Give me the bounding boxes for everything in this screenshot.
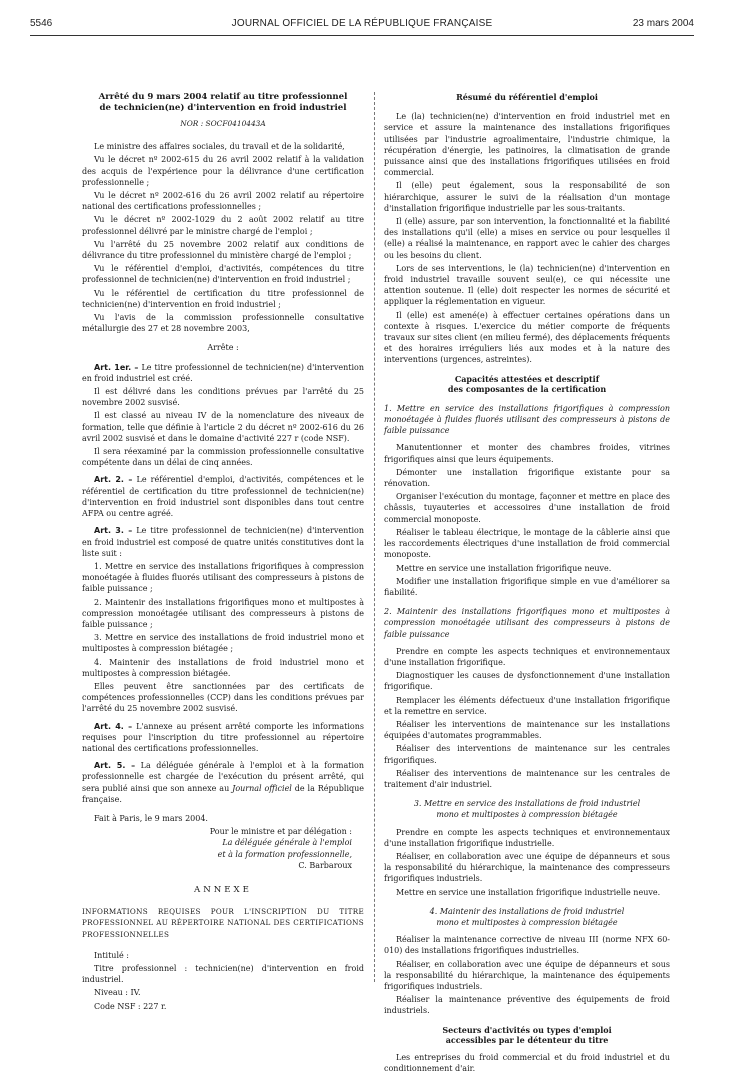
column-divider	[374, 92, 375, 982]
capacites-title	[384, 374, 670, 395]
page-number: 5546	[30, 18, 53, 29]
article-1	[82, 362, 364, 384]
component-2-para-2: Remplacer les éléments défectueux d'une installation frigorifique et la remettre en service.	[384, 695, 670, 716]
component-2-para-1: Diagnostiquer les causes de dysfonctionnement d'une installation frigorifique.	[384, 671, 670, 692]
component-4-title-line2: mono et multipostes à compression biétagée	[436, 917, 618, 927]
article-5	[82, 760, 364, 805]
resume-para-2: Il (elle) assure, par son intervention, la fonctionnalité et la fiabilité des installations qu'il (elle) a mises en service ou pour lesquelles il (elle) a réalisé la maintenance, en rapport avec le cahier des charges ou les besoins du client.	[384, 217, 670, 260]
component-2-para-0: Prendre en compte les aspects techniques et environnementaux d'une installation frigorifique.	[384, 646, 670, 667]
component-3-title	[384, 798, 670, 820]
article-5-text-after: de la République française.	[82, 783, 365, 804]
article-3-item-3: 4. Maintenir des installations de froid industriel mono et multipostes à compression biétagée.	[82, 657, 364, 678]
article-4-text: L'annexe au présent arrêté comporte les informations requises pour l'inscription du titre professionnel au répertoire national des certifications professionnelles.	[82, 721, 364, 753]
component-2-title: 2. Maintenir des installations frigorifiques mono et multipostes à compression monoétagée utilisant des compresseurs à pistons de faible puissance	[384, 607, 670, 639]
component-1-para-2: Organiser l'exécution du montage, façonner et mettre en place des châssis, tuyauteries et accessoires d'une installation de froid commercial monoposte.	[384, 492, 670, 524]
signature-line2	[82, 837, 364, 848]
article-3-label: Art. 3. –	[94, 526, 133, 536]
article-3-item-1: 2. Maintenir des installations frigorifiques mono et multipostes à compression monoétagée utilisant des compresseurs à pistons de faible puissance ;	[82, 597, 364, 629]
component-4-title-line1: 4. Maintenir des installations de froid industriel	[429, 906, 625, 916]
secteurs-title-line1: Secteurs d'activités ou types d'emploi	[442, 1024, 612, 1035]
component-2-para-4: Réaliser des interventions de maintenance sur les centrales frigorifiques.	[384, 744, 670, 765]
preamble-4: Vu l'arrêté du 25 novembre 2002 relatif aux conditions de délivrance du titre professionnel du ministère chargé de l'emploi ;	[82, 239, 364, 261]
resume-para-4: Il (elle) est amené(e) à effectuer certaines opérations dans un contexte à risques. L'exercice du métier comporte de fréquents travaux sur sites client (en milieu fermé), des déplacements fréquents et des horaires irréguliers liés aux modes et à la nature des interventions (urgences, astreintes).	[384, 310, 670, 365]
component-1-title: 1. Mettre en service des installations frigorifiques à compression monoétagée à fluides fluorés utilisant des compresseurs à pistons de faible puissance	[384, 403, 670, 436]
nor-reference: NOR : SOCF0410443A	[180, 119, 266, 128]
capacites-title-line1: Capacités attestées et descriptif	[454, 373, 600, 384]
article-3-after: Elles peuvent être sanctionnées par des certificats de compétences professionnelles (CCP) dans les conditions prévues par l'arrêté du 25 novembre 2002 susvisé.	[82, 681, 364, 714]
secteurs-title	[384, 1025, 670, 1046]
signature-line3	[82, 849, 364, 860]
article-1-label: Art. 1er. –	[94, 362, 139, 372]
component-1-para-5: Modifier une installation frigorifique simple en vue d'améliorer sa fiabilité.	[384, 576, 670, 597]
arrete-heading: Arrête :	[207, 343, 239, 353]
decree-title	[82, 92, 364, 114]
secteurs-title-line2: accessibles par le détenteur du titre	[445, 1035, 609, 1046]
article-3-item-2: 3. Mettre en service des installations de froid industriel mono et multipostes à compression biétagée ;	[82, 633, 364, 654]
resume-title: Résumé du référentiel d'emploi	[456, 92, 598, 102]
component-1-para-4: Mettre en service une installation frigorifique neuve.	[396, 563, 612, 573]
resume-para-0: Le (la) technicien(ne) d'intervention en froid industriel met en service et assure la maintenance des installations frigorifiques utilisées par l'industrie agroalimentaire, l'industrie chimique, la récupération d'énergie, les patinoires, la climatisation de grande puissance ainsi que des installations frigorifiques utilisées en froid commercial.	[384, 112, 670, 178]
decree-title-line1: Arrêté du 9 mars 2004 relatif au titre professionnel	[98, 92, 348, 102]
intitule-label: Intitulé :	[94, 950, 129, 960]
journal-officiel-ref: Journal officiel	[232, 783, 292, 793]
article-1-text: Le titre professionnel de technicien(ne) d'intervention en froid industriel est créé.	[82, 362, 365, 383]
component-3-title-line2: mono et multipostes à compression biétagée	[436, 810, 618, 820]
article-5-label: Art. 5. –	[94, 761, 136, 771]
article-3-text: Le titre professionnel de technicien(ne) d'intervention en froid industriel est composé de quatre unités constitutives dont la liste suit :	[82, 526, 364, 558]
article-4-label: Art. 4. –	[94, 721, 133, 731]
article-2-text: Le référentiel d'emploi, d'activités, compétences et le référentiel de certification du titre professionnel de technicien(ne) d'intervention en froid industriel sont disponibles dans tout centre AFPA ou centre agréé.	[82, 475, 365, 519]
signature-line1: Pour le ministre et par délégation :	[209, 827, 352, 837]
fait-a-paris: Fait à Paris, le 9 mars 2004.	[94, 813, 208, 823]
signature-role-2: et à la formation professionnelle,	[217, 849, 352, 859]
preamble-6: Vu le référentiel de certification du titre professionnel de technicien(ne) d'intervention en froid industriel ;	[82, 288, 364, 309]
secteurs-text: Les entreprises du froid commercial et du froid industriel et du conditionnement d'air.	[384, 1052, 670, 1073]
component-2-para-3: Réaliser les interventions de maintenance sur les installations équipées d'automates programmables.	[384, 719, 670, 741]
article-1-para-0: Il est délivré dans les conditions prévues par l'arrêté du 25 novembre 2002 susvisé.	[82, 387, 364, 408]
article-2	[82, 474, 364, 519]
component-4-title	[384, 906, 670, 928]
resume-para-3: Lors de ses interventions, le (la) technicien(ne) d'intervention en froid industriel travaille souvent seul(e), ce qui nécessite une attention soutenue. Il (elle) doit respecter les normes de sécurité et appliquer la réglementation en vigueur.	[384, 263, 670, 307]
signature-role: La déléguée générale à l'emploi	[222, 838, 352, 848]
component-1-para-0: Manutentionner et monter des chambres froides, vitrines frigorifiques ainsi que leurs équipements.	[384, 443, 670, 464]
component-4-para-1: Réaliser, en collaboration avec une équipe de dépanneurs et sous la responsabilité du hiérarchique, la maintenance des équipements frigorifiques industriels.	[384, 959, 670, 991]
component-3-title-line1: 3. Mettre en service des installations de froid industriel	[413, 799, 641, 809]
info-requises: INFORMATIONS REQUISES POUR L'INSCRIPTION DU TITRE PROFESSIONNEL AU RÉPERTOIRE NATIONAL DES CERTIFICATIONS PROFESSIONNELLES	[82, 907, 364, 939]
article-2-label: Art. 2. –	[94, 475, 133, 485]
preamble-2: Vu le décret nº 2002-616 du 26 avril 2002 relatif au répertoire national des certifications professionnelles ;	[82, 191, 364, 212]
titre-professionnel: Titre professionnel : technicien(ne) d'intervention en froid industriel.	[82, 964, 364, 985]
signatory-name: C. Barbaroux	[298, 860, 352, 870]
article-1-para-1: Il est classé au niveau IV de la nomenclature des niveaux de formation, telle que définie à l'article 2 du décret nº 2002-616 du 26 avril 2002 susvisé et dans le domaine d'activité 227 r (code NSF).	[82, 411, 364, 443]
component-4-para-2: Réaliser la maintenance préventive des équipements de froid industriels.	[384, 995, 670, 1016]
component-1-para-1: Démonter une installation frigorifique existante pour sa rénovation.	[384, 467, 670, 489]
article-1-para-2: Il sera réexaminé par la commission professionnelle consultative compétente dans un délai de cinq années.	[82, 447, 364, 468]
article-4	[82, 721, 364, 755]
component-3-para-1: Réaliser, en collaboration avec une équipe de dépanneurs et sous la responsabilité du hiérarchique, la maintenance des compresseurs frigorifiques industriels.	[384, 851, 670, 884]
component-1-para-3: Réaliser le tableau électrique, le montage de la câblerie ainsi que les raccordements électriques d'une installation de froid commercial monoposte.	[384, 527, 670, 560]
decree-title-line2: de technicien(ne) d'intervention en froid industriel	[99, 103, 347, 113]
preamble-5: Vu le référentiel d'emploi, d'activités, compétences du titre professionnel de technicien(ne) d'intervention en froid industriel ;	[82, 264, 364, 285]
article-3-item-0: 1. Mettre en service des installations frigorifiques à compression monoétagée à fluides fluorés utilisant des compresseurs à pistons de faible puissance ;	[82, 561, 364, 594]
preamble-7: Vu l'avis de la commission professionnelle consultative métallurgie des 27 et 28 novembre 2003,	[82, 313, 364, 334]
preamble-3: Vu le décret nº 2002-1029 du 2 août 2002 relatif au titre professionnel délivré par le ministre chargé de l'emploi ;	[82, 215, 364, 236]
capacites-title-line2: des composantes de la certification	[447, 384, 607, 395]
journal-title: JOURNAL OFFICIEL DE LA RÉPUBLIQUE FRANÇAISE	[231, 18, 493, 29]
article-3	[82, 525, 364, 559]
left-column	[82, 92, 364, 1014]
annexe-heading: ANNEXE	[194, 884, 252, 895]
article-5-text-before: La déléguée générale à l'emploi et à la formation professionnelle est chargée de l'exécution du présent arrêté, qui sera publié ainsi que son annexe au	[82, 761, 364, 793]
component-3-para-2: Mettre en service une installation frigorifique industrielle neuve.	[396, 887, 661, 897]
component-2-para-5: Réaliser des interventions de maintenance sur les centrales de traitement d'air industriel.	[384, 768, 670, 789]
preamble-1: Vu le décret nº 2002-615 du 26 avril 2002 relatif à la validation des acquis de l'expérience pour la délivrance d'une certification professionnelle ;	[82, 155, 364, 187]
niveau: Niveau : IV.	[94, 988, 141, 998]
resume-para-1: Il (elle) peut également, sous la responsabilité de son hiérarchique, assurer le suivi de la réalisation d'un montage d'installation frigorifique industrielle par les sous-traitants.	[384, 181, 670, 213]
right-column	[384, 92, 670, 1076]
code-nsf: Code NSF : 227 r.	[94, 1001, 167, 1011]
component-3-para-0: Prendre en compte les aspects techniques et environnementaux d'une installation frigorifique industrielle.	[384, 827, 670, 848]
preamble-0: Le ministre des affaires sociales, du travail et de la solidarité,	[94, 142, 345, 152]
header-rule	[30, 35, 694, 36]
component-4-para-0: Réaliser la maintenance corrective de niveau III (norme NFX 60-010) des installations frigorifiques industrielles.	[384, 935, 670, 956]
issue-date: 23 mars 2004	[632, 18, 694, 29]
